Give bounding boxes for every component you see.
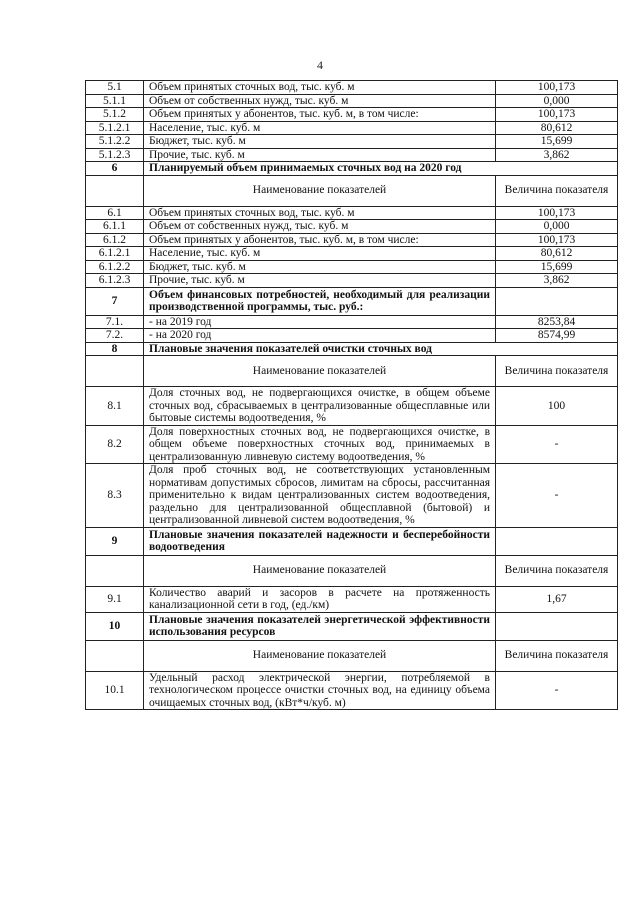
indicator-name: Доля поверхностных сточных вод, не подвергающихся очистке, в общем объеме поверхностных сточных вод, принимаемых в централизованную ливневую систему водоотведения, % (144, 425, 496, 464)
section-row (86, 527, 618, 555)
indicator-name: Доля сточных вод, не подвергающихся очистке, в общем объеме сточных вод, сбрасываемых в централизованные общесплавные или бытовые системы водоотведения, % (144, 387, 496, 426)
section-number: 7 (86, 287, 144, 315)
table-row (86, 148, 618, 162)
indicator-name: - на 2020 год (144, 329, 496, 343)
indicator-value: 15,699 (496, 135, 618, 149)
empty-cell (496, 287, 618, 315)
indicator-name: Доля проб сточных вод, не соответствующих установленным нормативам допустимых сбросов, лимитам на сбросы, рассчитанная применительно к видам централизованных систем водоотведения, раздельно для централизованной общесплавной (бытовой) и централизованной ливневой систем водоотведения, % (144, 464, 496, 528)
section-number: 6 (86, 162, 144, 176)
indicator-value: 80,612 (496, 247, 618, 261)
table-row (86, 464, 618, 528)
empty-cell (496, 527, 618, 555)
section-row (86, 287, 618, 315)
table-row (86, 329, 618, 343)
column-header-row (86, 555, 618, 586)
indicator-name: - на 2019 год (144, 315, 496, 329)
indicators-table (85, 80, 618, 710)
column-header-row (86, 356, 618, 387)
column-header-row (86, 640, 618, 671)
empty-cell (86, 640, 144, 671)
indicator-name: Бюджет, тыс. куб. м (144, 135, 496, 149)
row-number: 10.1 (86, 671, 144, 710)
row-number: 5.1.2.3 (86, 148, 144, 162)
indicator-value: 100 (496, 387, 618, 426)
row-number: 8.1 (86, 387, 144, 426)
indicator-value: 100,173 (496, 108, 618, 122)
section-title: Плановые значения показателей очистки сточных вод (144, 342, 618, 356)
indicator-value: - (496, 671, 618, 710)
indicator-name: Объем от собственных нужд, тыс. куб. м (144, 220, 496, 234)
section-title: Планируемый объем принимаемых сточных вод на 2020 год (144, 162, 618, 176)
indicator-value: 3,862 (496, 148, 618, 162)
table-row (86, 671, 618, 710)
column-header-value: Величина показателя (496, 356, 618, 387)
indicator-name: Удельный расход электрической энергии, потребляемой в технологическом процессе очистки сточных вод, на единицу объема очищаемых сточных вод, (кВт*ч/куб. м) (144, 671, 496, 710)
indicator-name: Население, тыс. куб. м (144, 247, 496, 261)
table-row (86, 220, 618, 234)
column-header-name: Наименование показателей (144, 356, 496, 387)
table-row (86, 206, 618, 220)
indicator-value: 15,699 (496, 260, 618, 274)
table-row (86, 233, 618, 247)
section-row (86, 612, 618, 640)
row-number: 6.1.2.1 (86, 247, 144, 261)
row-number: 5.1 (86, 81, 144, 95)
row-number: 8.3 (86, 464, 144, 528)
indicator-name: Прочие, тыс. куб. м (144, 148, 496, 162)
table-row (86, 425, 618, 464)
indicator-name: Объем принятых у абонентов, тыс. куб. м, в том числе: (144, 233, 496, 247)
empty-cell (86, 175, 144, 206)
row-number: 7.2. (86, 329, 144, 343)
section-title: Плановые значения показателей надежности и бесперебойности водоотведения (144, 527, 496, 555)
section-row (86, 162, 618, 176)
indicator-value: 100,173 (496, 206, 618, 220)
row-number: 5.1.2 (86, 108, 144, 122)
indicator-name: Объем принятых сточных вод, тыс. куб. м (144, 81, 496, 95)
row-number: 8.2 (86, 425, 144, 464)
row-number: 5.1.2.1 (86, 121, 144, 135)
indicator-value: - (496, 464, 618, 528)
indicator-value: 1,67 (496, 586, 618, 612)
section-number: 8 (86, 342, 144, 356)
column-header-row (86, 175, 618, 206)
indicator-name: Объем принятых сточных вод, тыс. куб. м (144, 206, 496, 220)
row-number: 6.1 (86, 206, 144, 220)
table-row (86, 81, 618, 95)
page-number: 4 (317, 58, 323, 72)
indicator-value: 8253,84 (496, 315, 618, 329)
section-number: 9 (86, 527, 144, 555)
table-row (86, 586, 618, 612)
indicator-value: 80,612 (496, 121, 618, 135)
empty-cell (496, 612, 618, 640)
indicator-value: 100,173 (496, 81, 618, 95)
column-header-value: Величина показателя (496, 640, 618, 671)
row-number: 6.1.2.2 (86, 260, 144, 274)
column-header-value: Величина показателя (496, 175, 618, 206)
section-title: Объем финансовых потребностей, необходимый для реализации производственной программы, тыс. руб.: (144, 287, 496, 315)
column-header-name: Наименование показателей (144, 555, 496, 586)
indicator-value: 0,000 (496, 94, 618, 108)
indicator-value: 3,862 (496, 274, 618, 288)
empty-cell (86, 356, 144, 387)
indicator-name: Население, тыс. куб. м (144, 121, 496, 135)
row-number: 9.1 (86, 586, 144, 612)
indicator-value: 0,000 (496, 220, 618, 234)
table-row (86, 247, 618, 261)
table-body (86, 81, 618, 710)
section-title: Плановые значения показателей энергетической эффективности использования ресурсов (144, 612, 496, 640)
row-number: 5.1.2.2 (86, 135, 144, 149)
table-row (86, 387, 618, 426)
table-row (86, 260, 618, 274)
indicator-name: Количество аварий и засоров в расчете на протяженность канализационной сети в год, (ед./км) (144, 586, 496, 612)
row-number: 5.1.1 (86, 94, 144, 108)
row-number: 6.1.1 (86, 220, 144, 234)
row-number: 6.1.2 (86, 233, 144, 247)
table-row (86, 135, 618, 149)
indicator-value: 8574,99 (496, 329, 618, 343)
indicator-name: Объем от собственных нужд, тыс. куб. м (144, 94, 496, 108)
section-row (86, 342, 618, 356)
section-number: 10 (86, 612, 144, 640)
empty-cell (86, 555, 144, 586)
indicator-value: 100,173 (496, 233, 618, 247)
table-row (86, 121, 618, 135)
indicator-name: Объем принятых у абонентов, тыс. куб. м, в том числе: (144, 108, 496, 122)
indicator-name: Прочие, тыс. куб. м (144, 274, 496, 288)
column-header-name: Наименование показателей (144, 640, 496, 671)
table-row (86, 94, 618, 108)
column-header-name: Наименование показателей (144, 175, 496, 206)
table-row (86, 315, 618, 329)
table-row (86, 108, 618, 122)
column-header-value: Величина показателя (496, 555, 618, 586)
row-number: 6.1.2.3 (86, 274, 144, 288)
table-row (86, 274, 618, 288)
indicator-value: - (496, 425, 618, 464)
indicator-name: Бюджет, тыс. куб. м (144, 260, 496, 274)
row-number: 7.1. (86, 315, 144, 329)
